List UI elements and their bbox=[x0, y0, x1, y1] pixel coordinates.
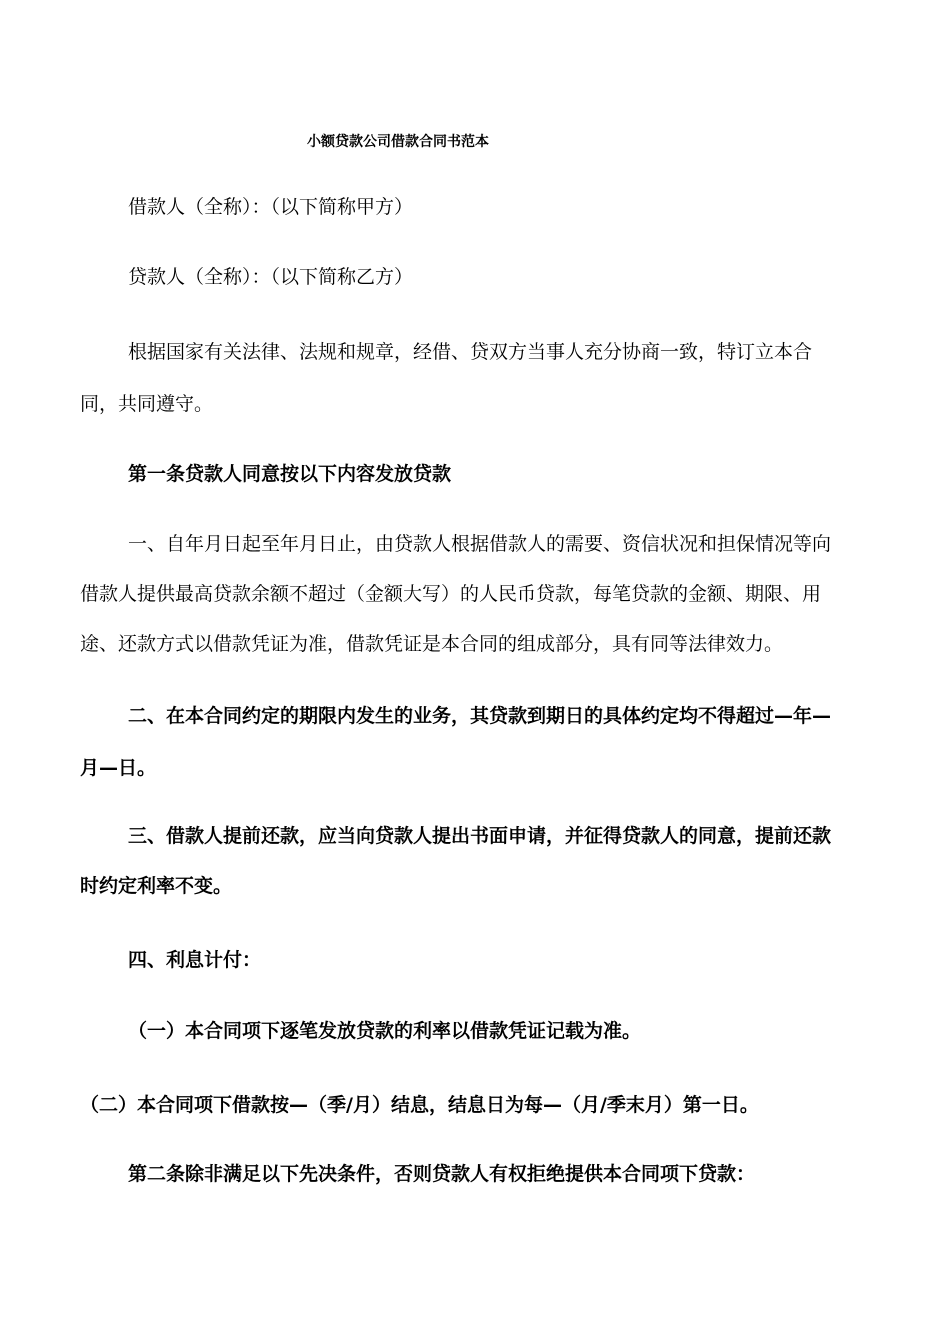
clause-3-line-1: 三、借款人提前还款，应当向贷款人提出书面申请，并征得贷款人的同意，提前还款 bbox=[128, 825, 832, 847]
document-title: 小额贷款公司借款合同书范本 bbox=[307, 134, 489, 150]
article-2-heading: 第二条除非满足以下先决条件，否则贷款人有权拒绝提供本合同项下贷款： bbox=[128, 1163, 756, 1185]
clause-4-item-1: （一）本合同项下逐笔发放贷款的利率以借款凭证记载为准。 bbox=[128, 1020, 642, 1042]
preamble-line-2: 同，共同遵守。 bbox=[80, 393, 214, 415]
clause-2-line-1: 二、在本合同约定的期限内发生的业务，其贷款到期日的具体约定均不得超过—年— bbox=[128, 705, 832, 727]
article-1-heading: 第一条贷款人同意按以下内容发放贷款 bbox=[128, 463, 452, 485]
clause-3-line-2: 时约定利率不变。 bbox=[80, 875, 233, 897]
clause-4-item-2: （二）本合同项下借款按—（季/月）结息，结息日为每—（月/季末月）第一日。 bbox=[80, 1094, 759, 1116]
clause-4-heading: 四、利息计付： bbox=[128, 949, 262, 971]
borrower-line: 借款人（全称）：（以下简称甲方） bbox=[128, 196, 414, 218]
clause-1-line-1: 一、自年月日起至年月日止，由贷款人根据借款人的需要、资信状况和担保情况等向 bbox=[128, 533, 832, 555]
lender-line: 贷款人（全称）：（以下简称乙方） bbox=[128, 266, 414, 288]
clause-2-line-2: 月—日。 bbox=[80, 757, 157, 779]
preamble-line-1: 根据国家有关法律、法规和规章，经借、贷双方当事人充分协商一致，特订立本合 bbox=[128, 341, 813, 363]
clause-1-line-3: 途、还款方式以借款凭证为准，借款凭证是本合同的组成部分，具有同等法律效力。 bbox=[80, 633, 784, 655]
clause-1-line-2: 借款人提供最高贷款余额不超过（金额大写）的人民币贷款，每笔贷款的金额、期限、用 bbox=[80, 583, 822, 605]
